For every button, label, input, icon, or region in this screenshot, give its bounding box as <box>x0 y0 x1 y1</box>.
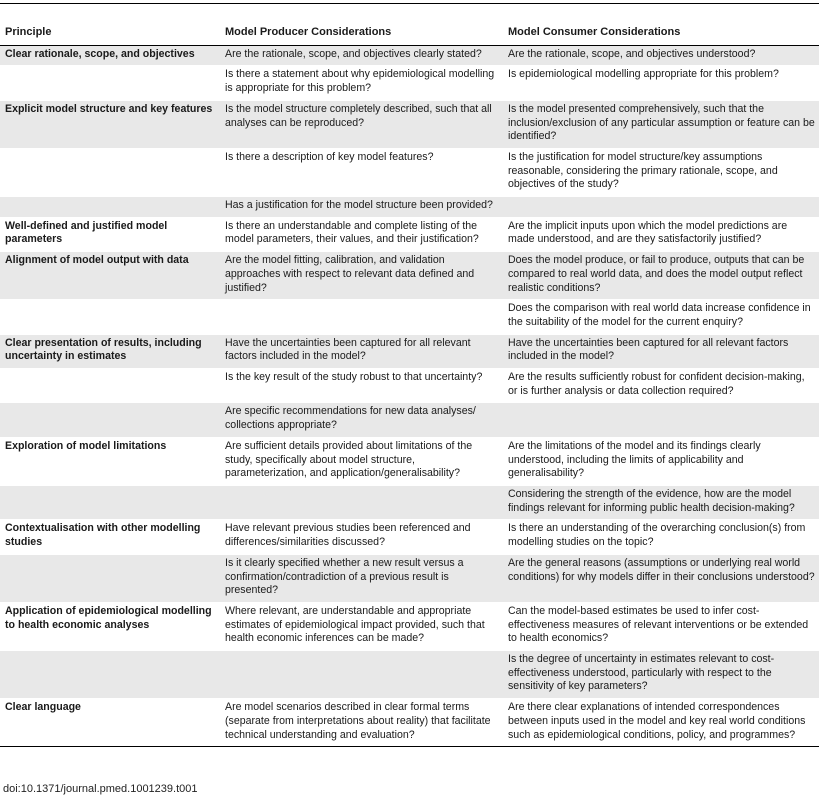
producer-cell: Have the uncertainties been captured for all relevant factors included in the model? <box>220 334 503 368</box>
consumer-cell: Are the limitations of the model and its findings clearly understood, including the limits of applicability and generalisability? <box>503 437 819 485</box>
consumer-cell: Is the model presented comprehensively, such that the inclusion/exclusion of any particular assumption or feature can be identified? <box>503 100 819 148</box>
table-row <box>0 520 819 554</box>
consumer-cell <box>503 403 819 437</box>
table-row <box>0 300 819 334</box>
producer-cell: Are the model fitting, calibration, and validation approaches with respect to relevant data defined and justified? <box>220 252 503 300</box>
principle-cell: Application of epidemiological modelling to health economic analyses <box>0 602 220 650</box>
producer-cell: Is it clearly specified whether a new result versus a confirmation/contradiction of a previous result is presented? <box>220 554 503 602</box>
principle-cell <box>0 148 220 196</box>
doi-caption: doi:10.1371/journal.pmed.1001239.t001 <box>3 783 198 795</box>
consumer-cell: Are the rationale, scope, and objectives understood? <box>503 45 819 66</box>
principle-cell: Well-defined and justified model parameters <box>0 217 220 251</box>
principle-cell <box>0 300 220 334</box>
consumer-cell: Is epidemiological modelling appropriate for this problem? <box>503 66 819 100</box>
table-row <box>0 554 819 602</box>
principle-cell: Alignment of model output with data <box>0 252 220 300</box>
consumer-cell: Is the justification for model structure/key assumptions reasonable, considering the primary rationale, scope, and objectives of the study? <box>503 148 819 196</box>
principle-cell: Clear rationale, scope, and objectives <box>0 45 220 66</box>
producer-cell: Is there a description of key model features? <box>220 148 503 196</box>
producer-cell: Are sufficient details provided about limitations of the study, specifically about model structure, parameterization, and application/generalisability? <box>220 437 503 485</box>
principle-cell: Clear language <box>0 699 220 747</box>
principle-cell <box>0 554 220 602</box>
consumer-cell: Can the model-based estimates be used to infer cost-effectiveness measures of relevant interventions or be extended to health economics? <box>503 602 819 650</box>
producer-cell: Are model scenarios described in clear formal terms (separate from interpretations about reality) that facilitate technical understanding and evaluation? <box>220 699 503 747</box>
table-row <box>0 369 819 403</box>
table-row <box>0 602 819 650</box>
consumer-cell: Are the implicit inputs upon which the model predictions are made understood, and are they satisfactorily justified? <box>503 217 819 251</box>
producer-cell <box>220 651 503 699</box>
table-row <box>0 197 819 218</box>
consumer-cell: Are there clear explanations of intended correspondences between inputs used in the model and key real world conditions such as epidemiological conditions, policy, and programmes? <box>503 699 819 747</box>
top-rule <box>0 3 819 4</box>
principle-cell: Explicit model structure and key features <box>0 100 220 148</box>
principle-cell: Contextualisation with other modelling studies <box>0 520 220 554</box>
table-row <box>0 485 819 519</box>
table-row <box>0 252 819 300</box>
consumer-cell: Are the general reasons (assumptions or underlying real world conditions) for why models differ in their conclusions understood? <box>503 554 819 602</box>
table-row <box>0 403 819 437</box>
producer-cell: Has a justification for the model structure been provided? <box>220 197 503 218</box>
table-row <box>0 334 819 368</box>
principles-table <box>0 24 819 747</box>
consumer-cell: Is the degree of uncertainty in estimates relevant to cost-effectiveness understood, particularly with respect to the sensitivity of key parameters? <box>503 651 819 699</box>
table-row <box>0 651 819 699</box>
table-row <box>0 66 819 100</box>
table-row <box>0 148 819 196</box>
producer-cell: Where relevant, are understandable and appropriate estimates of epidemiological impact provided, such that health economic inferences can be made? <box>220 602 503 650</box>
principle-cell: Exploration of model limitations <box>0 437 220 485</box>
table-row <box>0 437 819 485</box>
header-producer: Model Producer Considerations <box>220 24 503 45</box>
producer-cell <box>220 300 503 334</box>
consumer-cell: Are the results sufficiently robust for confident decision-making, or is further analysis or data collection required? <box>503 369 819 403</box>
table-row <box>0 45 819 66</box>
consumer-cell <box>503 197 819 218</box>
table-body <box>0 45 819 747</box>
table-row <box>0 217 819 251</box>
consumer-cell: Considering the strength of the evidence, how are the model findings relevant for informing public health decision-making? <box>503 485 819 519</box>
producer-cell: Is there a statement about why epidemiological modelling is appropriate for this problem? <box>220 66 503 100</box>
consumer-cell: Have the uncertainties been captured for all relevant factors included in the model? <box>503 334 819 368</box>
header-row <box>0 24 819 45</box>
producer-cell: Is the model structure completely described, such that all analyses can be reproduced? <box>220 100 503 148</box>
principle-cell <box>0 369 220 403</box>
producer-cell: Are specific recommendations for new data analyses/ collections appropriate? <box>220 403 503 437</box>
principle-cell <box>0 66 220 100</box>
principle-cell <box>0 485 220 519</box>
principle-cell: Clear presentation of results, including uncertainty in estimates <box>0 334 220 368</box>
producer-cell: Is there an understandable and complete listing of the model parameters, their values, and their justification? <box>220 217 503 251</box>
consumer-cell: Is there an understanding of the overarching conclusion(s) from modelling studies on the topic? <box>503 520 819 554</box>
principle-cell <box>0 651 220 699</box>
producer-cell: Is the key result of the study robust to that uncertainty? <box>220 369 503 403</box>
principle-cell <box>0 403 220 437</box>
producer-cell: Are the rationale, scope, and objectives clearly stated? <box>220 45 503 66</box>
producer-cell <box>220 485 503 519</box>
header-consumer: Model Consumer Considerations <box>503 24 819 45</box>
table-row <box>0 699 819 747</box>
table-row <box>0 100 819 148</box>
producer-cell: Have relevant previous studies been referenced and differences/similarities discussed? <box>220 520 503 554</box>
consumer-cell: Does the comparison with real world data increase confidence in the suitability of the model for the current enquiry? <box>503 300 819 334</box>
header-principle: Principle <box>0 24 220 45</box>
principle-cell <box>0 197 220 218</box>
consumer-cell: Does the model produce, or fail to produce, outputs that can be compared to real world data, and does the model output reflect realistic conditions? <box>503 252 819 300</box>
